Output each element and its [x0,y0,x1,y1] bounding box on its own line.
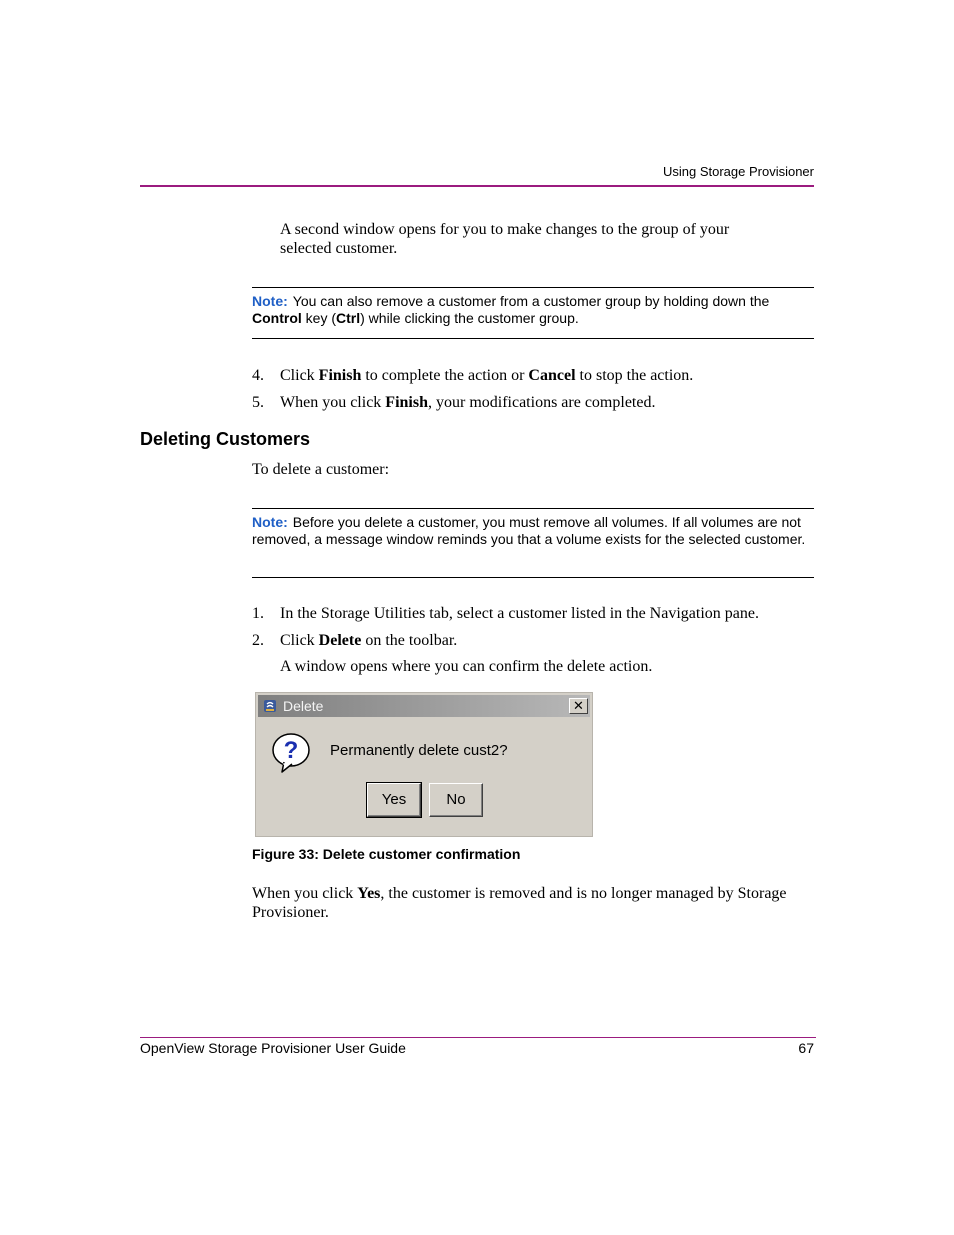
step-text: to complete the action or [361,367,529,384]
step-bold: Cancel [528,367,576,384]
step-number: 5. [252,394,264,411]
step-text: Click [280,632,319,649]
dialog-title: Delete [283,698,324,714]
note-key-control: Control [252,310,302,326]
note-text-part3: ) while clicking the customer group. [360,310,579,326]
no-button[interactable]: No [429,783,483,817]
note-label: Note: [252,514,288,530]
closing-bold: Yes [357,885,381,902]
header-rule [140,185,814,187]
figure-caption: Figure 33: Delete customer confirmation [252,846,521,862]
step-1 [252,604,759,623]
note-label: Note: [252,293,288,309]
note-key-ctrl: Ctrl [336,310,361,326]
closing-paragraph [252,884,792,922]
step-text: Click [280,367,319,384]
step-text: , your modifications are completed. [427,394,656,411]
step-number: 2. [252,632,264,649]
close-button[interactable]: ✕ [569,698,588,714]
section-heading: Deleting Customers [140,429,311,449]
svg-text:?: ? [283,737,299,764]
step-2-followup: A window opens where you can confirm the delete action. [280,658,653,675]
step-bold: Delete [318,632,362,649]
delete-dialog [255,692,593,837]
step-number: 4. [252,367,264,384]
note-text-part2: key ( [301,310,336,326]
note-text: Before you delete a customer, you must remove all volumes. If all volumes are not removed, a message window reminds you that a volume exists for the selected customer. [252,514,806,547]
closing-text: When you click [252,885,358,902]
step-text: to stop the action. [575,367,694,384]
step-5 [252,393,655,412]
intro-paragraph: A second window opens for you to make changes to the group of your selected customer. [280,221,730,257]
question-icon [270,731,314,775]
yes-button[interactable]: Yes [367,783,421,817]
step-bold: Finish [385,394,428,411]
step-text: In the Storage Utilities tab, select a customer listed in the Navigation pane. [280,605,759,622]
section-intro: To delete a customer: [252,461,390,478]
note-box-1 [252,287,814,339]
page-number: 67 [798,1040,814,1056]
step-text: on the toolbar. [361,632,458,649]
footer-guide-title: OpenView Storage Provisioner User Guide [140,1040,406,1056]
note-box-2 [252,508,814,578]
closing-text: , the customer is removed and is no longer managed by Storage Provisioner. [252,885,787,921]
running-header: Using Storage Provisioner [662,164,814,179]
step-4 [252,366,693,385]
note-text-part1: You can also remove a customer from a customer group by holding down the [292,293,770,309]
dialog-titlebar[interactable] [258,695,590,717]
dialog-message: Permanently delete cust2? [330,742,508,759]
footer-rule [140,1037,816,1038]
java-cup-icon [262,698,278,714]
step-2 [252,631,457,650]
step-bold: Finish [318,367,362,384]
step-text: When you click [280,394,386,411]
step-number: 1. [252,605,264,622]
